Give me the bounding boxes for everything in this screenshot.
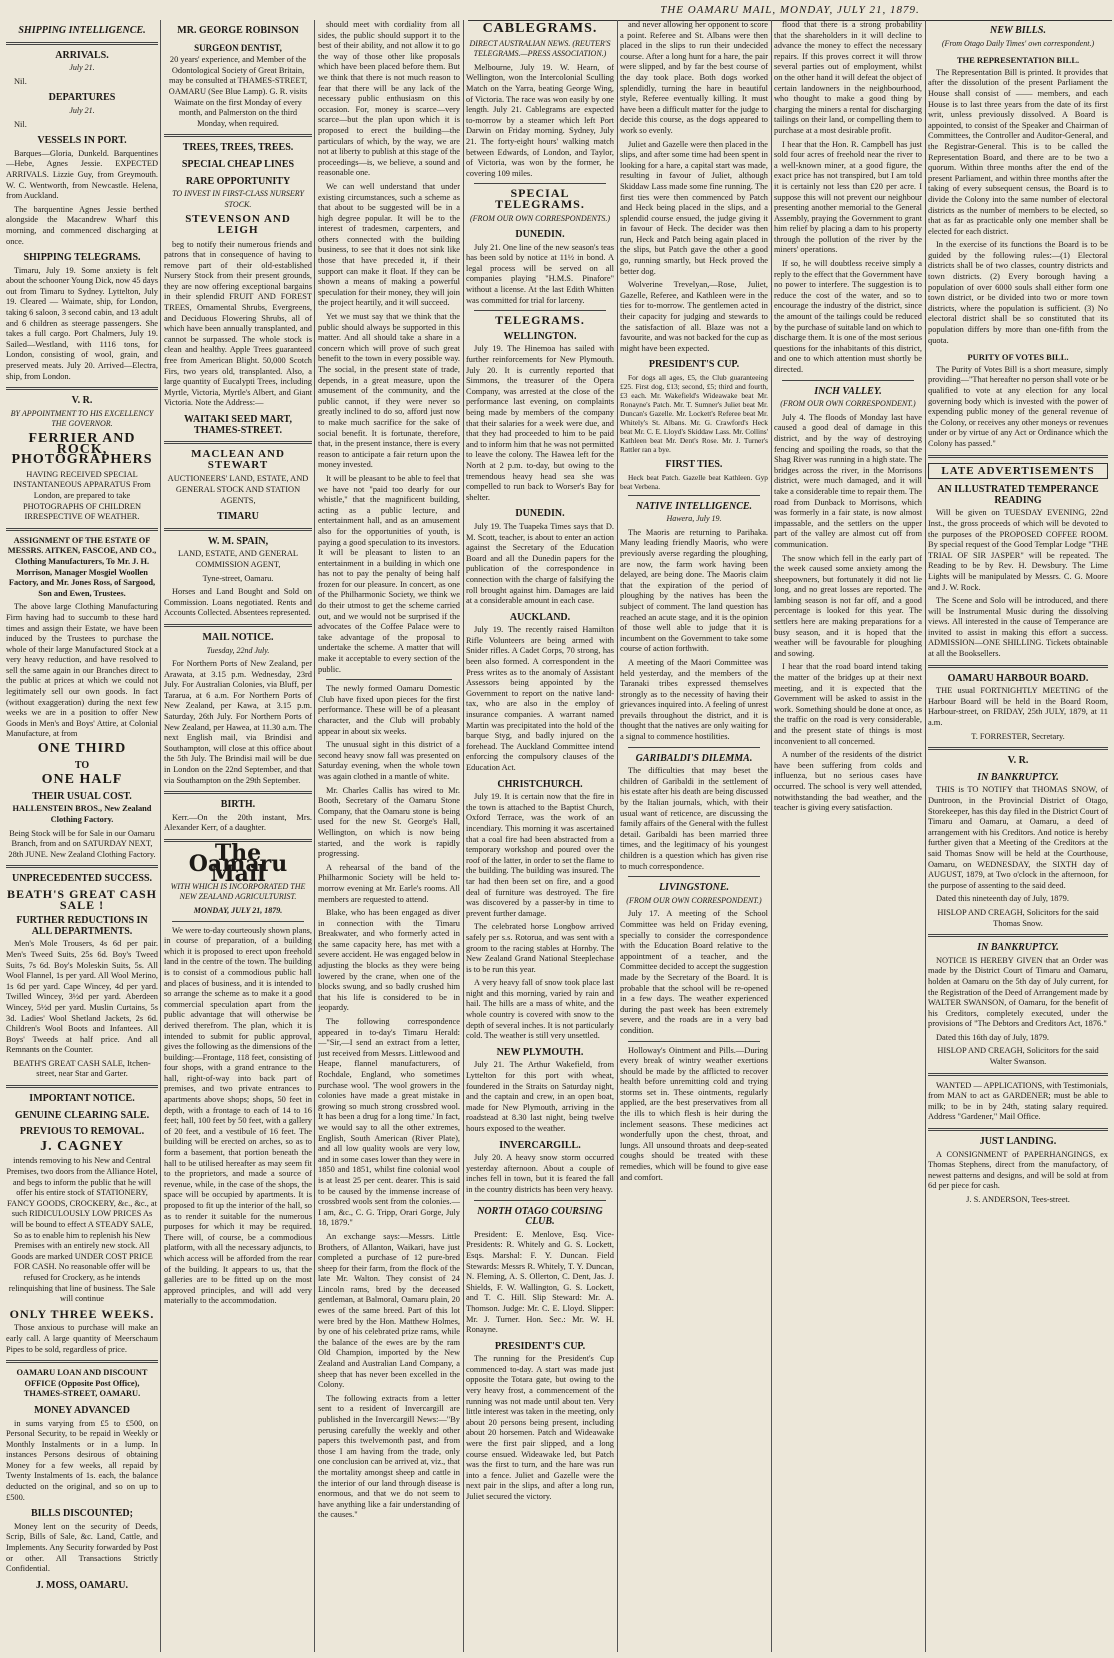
telegrams-heading: SHIPPING TELEGRAMS. xyxy=(23,252,141,264)
special-telegrams-sub: (FROM OUR OWN CORRESPONDENTS.) xyxy=(470,213,610,223)
divider xyxy=(6,42,158,45)
inch-valley-text-2: The snow which fell in the early part of the week caused some anxiety among the sheepowners, but fortunately it did not lie long, and no great losses are reported. The lambing season is not far off, and a good percentage is looked for this year. The settlers here are making preparations for a busy season, and it is hoped that the weather will be favourable for ploughing and sowing. xyxy=(774,553,922,658)
stakes-heading: PRESIDENT'S CUP. xyxy=(648,359,740,371)
spain-sub: LAND, ESTATE, AND GENERAL COMMISSION AGENT, xyxy=(177,549,299,569)
inch-valley-heading: INCH VALLEY. xyxy=(814,385,882,397)
invest-line: TO INVEST IN FIRST-CLASS NURSERY STOCK. xyxy=(172,189,304,209)
article-text: Juliet and Gazelle were then placed in the slips, and after some time had been spent in looking for a hare, a capital start was made, resulting in favour of Juliet, although Skiddaw Lass made some fine running. The first ties were then commenced by Patch and Heck being placed in the slips, and a splendid course ensued, the judge giving it in favour of Heck. The decider was then run, Heck and Patch being again placed in the slips, but Patch gave the other a good go, running smartly, but Heck proved the better dog. xyxy=(620,139,768,276)
bankruptcy-signature: HISLOP AND CREAGH, Solicitors for the said Thomas Snow. xyxy=(937,907,1099,928)
telegrams-heading: TELEGRAMS. xyxy=(495,313,585,328)
native-text: The Maoris are returning to Parihaka. Many leading friendly Maoris, who were previously averse regarding the ploughing, are now, the farm work having been delayed, are being done. The Maoris claim that the expiration of the period of ploughing by the natives has been the subject of comment. The land question has reached an acute stage, and it is the opinion of those well able to judge that it is incumbent on the Government to take some course of action forthwith. xyxy=(620,527,768,654)
livingstone-heading: LIVINGSTONE. xyxy=(658,882,730,894)
special-telegrams-heading: SPECIAL TELEGRAMS. xyxy=(495,186,585,211)
mail-text: For Northern Ports of New Zealand, per Arawata, at 3.15 p.m. Wednesday, 23rd July. For Australian Colonies, via Bluff, per Tararua, at 6 a.m. For Northern Ports of New Zealand, per Kawa, at 3.15 p.m. Saturday, 26th July. For Northern Ports of New Zealand, per Hawea, at 11.30 a.m. The next English mail, via Brindisi and Southampton, will close at this office about the 5th July. The Brindisi mail will be due in London on the 22nd September, and that via Southampton on the 29th September. xyxy=(164,659,312,785)
divider xyxy=(164,791,312,794)
one-half: ONE HALF xyxy=(41,772,123,788)
notice-heading: IMPORTANT NOTICE. xyxy=(29,1093,135,1105)
native-text-2: A meeting of the Maori Committee was held yesterday, and the members of the Taranaki tribes expressed themselves strongly as to the necessity of having their grievances inquired into. A feeling of unrest prevails throughout the district, and it is thought that the natives are only waiting for a signal to commence hostilities. xyxy=(620,657,768,742)
further-reductions: FURTHER REDUCTIONS IN ALL DEPARTMENTS. xyxy=(16,915,148,937)
trees-heading: TREES, TREES, TREES. xyxy=(182,142,294,154)
christchurch-text: July 19. It is certain now that the fire in the town is attached to the Baptist Church, Oxford Terrace, was the work of an incendiary. This morning it was ascertained that a coal fire had been abstracted from a temporary workshop and poured over the roof of the latter, in order to set the flame to the building. The building was insured. The tar had then been set on fire, and a good deal of furniture was destroyed. The fire was discovered by a passer-by in time to prevent further damage. xyxy=(466,792,614,918)
spain-heading: W. M. SPAIN, xyxy=(207,535,269,547)
divider xyxy=(6,387,158,390)
departures-heading: DEPARTURES xyxy=(48,92,116,104)
temperance-heading: AN ILLUSTRATED TEMPERANCE READING xyxy=(937,484,1099,506)
article-text: It will be pleasant to be able to feel that we have not "paid too dearly for our whistle," that the magnificent building, acting as a public lecture, and entertainment hall, and as an amusement also for the opportunities of youth, is paying a good speculation to its investors. It will be pleasant to listen to an entertainment in a building in which one has not to pay the penalty of being half frozen for our pleasure. In concert, as one of the Philharmonic Society, we think we do their utmost to get the scheme carried out, and we would not be surprised if the advocates of the Coffee Palace were to take advantage of the proposal to undertake the scheme. A matter that will make it acceptable to every section of the public. xyxy=(318,473,460,674)
divider xyxy=(164,134,312,137)
column-4 xyxy=(466,20,614,1652)
divider xyxy=(782,380,914,381)
divider xyxy=(928,1073,1108,1076)
assignment-heading: ASSIGNMENT OF THE ESTATE OF MESSRS. AITKEN, FASCOE, AND CO., Clothing Manufacturers, To Mr. J. H. Morrison, Manager Mosgiel Woollen Factory, and Mr. Jones Ross, of Sargood, Son and Ewen, Trustees. xyxy=(7,535,157,598)
inch-valley-text-4: A number of the residents of the district have been suffering from colds and influenza, but no serious cases have occurred. The school is very well attended, notwithstanding the bad weather, and the teacher is giving every satisfaction. xyxy=(774,750,922,813)
clearing-heading: GENUINE CLEARING SALE. xyxy=(14,1109,150,1121)
christchurch-heading: CHRISTCHURCH. xyxy=(497,778,583,790)
divider xyxy=(928,1128,1108,1131)
inch-valley-sub: (FROM OUR OWN CORRESPONDENT.) xyxy=(780,399,916,409)
article-text: I hear that the Hon. R. Campbell has just sold four acres of freehold near the river to a well-known miner, at a good figure, the exact price has not transpired, but I am told it is certainly not less than £20 per acre. I suppose this will not prevent our neighbour presenting another memorial to the General Assembly, praying the Government to grant him relief by placing a dam to his property through the pollution of the river by the miners' operations. xyxy=(774,139,922,255)
divider xyxy=(928,455,1108,458)
article-text: The following correspondence appeared in to-day's Timaru Herald:—"Sir,—I send an extract from a letter, just received from Messrs. Littlewood and Heape, flannel manufacturers, of Rochdale, England, who sometimes purchase wool. 'The wool growers in the colonies have made a great mistake in growing so much strong crossbred wool. It has been a drug for a long time.' In fact, we would say to all the other extremes, English, South American (River Plate), and all low quality wools are very low, and in some cases lower than they were in 1850 and 1851, whilst fine colonial wool is at least 25 per cent. dearer. This is said to be caused by the immense increase of crossbred wools sent from the colonies.—I am, &c., C. G. Tripp, Orari Gorge, July 18, 1879." xyxy=(318,1017,460,1228)
dunedin2-heading: DUNEDIN. xyxy=(515,508,565,520)
harbour-text: THE usual FORTNIGHTLY MEETING of the Harbour Board will be held in the Board Room, Harbour-street, on FRIDAY, 25th JULY, 1879, at 11 a.m. xyxy=(928,686,1108,728)
invercargill-heading: INVERCARGILL. xyxy=(499,1139,581,1151)
article-text: The following extracts from a letter sent to a resident of Invercargill are published in the Invercargill News:—"By perusing carefully the weekly and other papers this twelvemonth past, and from those I am having from the trade, only one conclusion can be arrived at, viz., that the mortality amongst sheep and cattle in the interior of our land through disease is enormous, and that we do not seem to have anything like a fair understanding of the causes." xyxy=(318,1393,460,1520)
ferrier-heading: FERRIER AND ROCK, PHOTOGRAPHERS xyxy=(11,431,153,468)
column-rule xyxy=(314,20,315,1652)
maclean-town: TIMARU xyxy=(217,511,259,523)
invercargill-text: July 20. A heavy snow storm occurred yesterday afternoon. About a couple of inches fell in town, but it is feared the fall in the country districts has been very heavy. xyxy=(466,1153,614,1194)
arrivals-date: July 21. xyxy=(69,63,95,73)
beath-signature: BEATH'S GREAT CASH SALE, Itchen-street, near Star and Garter. xyxy=(13,1058,151,1079)
livingstone-text: July 17. A meeting of the School Committee was held on Friday evening, specially to consider the correspondence with the Education Board relative to the appointment of a teacher, and the Committee decided to accept the suggestion made by the Secretary of the Board. It is probable that the school will be re-opened in a few days. The weather experienced during the past week has been extremely severe, and the roads are in a very bad condition. xyxy=(620,909,768,1035)
article-text: and never allowing her opponent to score a point. Referee and St. Albans were then placed in the slips to run their undecided course. After a long hunt for a hare, the pair were slipped, and by far the best course of the day took place. Both dogs worked splendidly, turning the hare in beautiful style, Referee eventually killing. It must have been a difficult matter for the judge to decide this course, as the dogs appeared to work so evenly. xyxy=(620,20,768,135)
weeks-text: Those anxious to purchase will make an early call. A large quantity of Meerschaum Pipes to be sold, regardless of price. xyxy=(6,1323,158,1354)
article-text: should meet with cordiality from all sides, the public should support it to the best of their ability, and not allow it to go the way of those other like proposals which have been placed before them. But we think that there is not much reason to fear that there will be any lack of the necessary public enthusiasm on this occasion. For, money is scarce—very scarce—but the plan upon which it is proposed to erect the building—the particulars of which, by the way, we are not at liberty to publish at this stage of the proceedings—is, we believe, a sound and reasonable one. xyxy=(318,20,460,178)
spain-address: Tyne-street, Oamaru. xyxy=(202,573,274,583)
bankruptcy2-signature: HISLOP AND CREAGH, Solicitors for the said Walter Swanson. xyxy=(937,1046,1099,1067)
vr-mark: V. R. xyxy=(71,395,93,407)
article-text: A rehearsal of the band of the Philharmonic Society will be held to-morrow evening at Mr. Earle's rooms. All members are requested to attend. xyxy=(318,862,460,904)
robinson-text: 20 years' experience, and Member of the Odontological Society of Great Britain, may be consulted at THAMES-STREET, OAMARU (See Blue Lamp). G. R. visits Waimate on the first Monday of every month, and Palmerston on the third Monday, when required. xyxy=(168,55,308,128)
running-head: THE OAMARU MAIL, MONDAY, JULY 21, 1879. xyxy=(660,4,920,16)
column-5 xyxy=(620,20,768,1652)
column-rule xyxy=(617,20,618,1652)
dentist-line: SURGEON DENTIST, xyxy=(194,42,282,53)
column-rule xyxy=(925,20,926,1652)
native-heading: NATIVE INTELLIGENCE. xyxy=(635,500,753,512)
harbour-heading: OAMARU HARBOUR BOARD. xyxy=(947,672,1089,684)
seed-mart: WAITAKI SEED MART, THAMES-STREET. xyxy=(184,414,292,436)
arrivals-heading: ARRIVALS. xyxy=(55,49,109,61)
bankruptcy2-heading: IN BANKRUPTCY. xyxy=(977,942,1059,954)
cup-text: The running for the President's Cup commenced to-day. A start was made just opposite the Totara gate, but owing to the very heavy frost, a commencement of the running was not made until about ten. Very little interest was taken in the meeting, only about 20 persons being present, including about 20 horsemen. Patch and Wideawake were the first pair slipped, and a long course ensued. Wideawake led, but Patch was the first to turn, and the hare was run into a fence. Juliet and Gazelle were the next pair in the slips, and after a long run, Juliet secured the victory. xyxy=(466,1354,614,1501)
divider xyxy=(164,624,312,627)
spain-text: Horses and Land Bought and Sold on Commission. Loans negotiated. Rents and Accounts Collected. Absentees represented. xyxy=(164,587,312,618)
inch-valley-text: July 4. The floods of Monday last have caused a good deal of damage in this district, and by the way of destroying fencing and spoiling the roads, so that the Shag River was running in a high state. The bridges across the river, in the Morrisons district, were much damaged, and it will take a considerable time to repair them. The road from Dunback to Morrisons, which was formerly in a fair state, is now almost impassable, and the settlers on the upper part of the valley are almost cut off from communication. xyxy=(774,412,922,549)
christchurch-text-2: The celebrated horse Longbow arrived safely per s.s. Rotorua, and was sent with a groom to the racing stables at Hornby. The New Zealand Grand National Steeplechase is to be run this year. xyxy=(466,922,614,974)
beath-heading: BEATH'S GREAT CASH SALE ! xyxy=(6,886,158,912)
auckland-text: July 19. The recently raised Hamilton Rifle Volunteers are being armed with Snider rifles. A Cadet Corps, 70 strong, has been also formed. A correspondent in the Press writes as to the anomaly of Assistant Assessors being appointed by the Government to report on the native land-tax, who are also in the employ of insurance companies. A warrant named Martin was precipitated into the hold of the barque Styg, and badly injured on the forehead. The Auckland Committee intend enforcing the compulsory clauses of the Education Act. xyxy=(466,625,614,772)
stevenson-text: beg to notify their numerous friends and patrons that in consequence of having to remove part of their old-established Nursery Stock from their present grounds, they are now offering exceptional bargains in their splendid FRUIT AND FOREST TREES, Ornamental Shrubs, Evergreens, and Deciduous Flowering Shrubs, all of which have been annually transplanted, and cannot be surpassed. The whole stock is clean and healthy. Apple Trees guaranteed free from American Blight. 50,000 Scotch Firs, two years old, transplanted. Also, a large quantity of Eucalypti Trees, including Myrtle, Victoria, Myrtle's Albert, and Giant Victoria. Note the Address:— xyxy=(164,239,312,408)
new-bills-heading: NEW BILLS. xyxy=(990,25,1046,36)
article-text: Wolverine Trevelyan,—Rose, Juliet, Gazelle, Referee, and Kathleen were in the ties for to-morrow. The gentlemen acted in their capacity for judging and stewards to the satisfaction of all. Blaze was not a favourite, and was not backed for the cup as might have been expected. xyxy=(620,280,768,353)
garibaldi-text: The difficulties that may beset the children of Garibaldi in the settlement of his estate after his death are being discussed by the Italian journals, which, with their usual want of reticence, are discussing the family affairs of the General with the fullest detail. Garibaldi has been married three times, and the legitimacy of his youngest children is a question which has given rise to much correspondence. xyxy=(620,766,768,871)
late-ads-heading: LATE ADVERTISEMENTS xyxy=(928,463,1108,480)
dunedin-heading: DUNEDIN. xyxy=(515,229,565,241)
divider xyxy=(928,934,1108,937)
wellington-heading: WELLINGTON. xyxy=(503,330,577,342)
bankruptcy2-text: NOTICE IS HEREBY GIVEN that an Order was made by the District Court of Timaru and Oamaru, holden at Oamaru on the 5th day of July current, for the Registration of the Deed of Arrangement made by WALTER SWANSON, of Oamaru, for the benefit of his Creditors, completely executed, under the provisions of "The Debtors and Creditors Act, 1876." xyxy=(928,955,1108,1029)
column-rule xyxy=(160,20,161,1652)
previous-heading: PREVIOUS TO REMOVAL. xyxy=(19,1126,145,1138)
column-rule xyxy=(771,20,772,1652)
divider xyxy=(6,528,158,531)
money-heading: MONEY ADVANCED xyxy=(34,1404,130,1416)
divider xyxy=(326,679,452,680)
divider xyxy=(164,528,312,531)
ties-heading: FIRST TIES. xyxy=(665,459,723,470)
cablegrams-heading: CABLEGRAMS. xyxy=(482,21,598,36)
cablegrams-sub: DIRECT AUSTRALIAN NEWS. (REUTER'S TELEGRAMS.—PRESS ASSOCIATION.) xyxy=(469,38,611,59)
livingstone-sub: (FROM OUR OWN CORRESPONDENT.) xyxy=(626,895,762,905)
cagney-text: intends removing to his New and Central Premises, two doors from the Alliance Hotel, and begs to inform the public that he will offer his entire stock of STATIONERY, FANCY GOODS, CROCKERY, &c., &c., at such RIDICULOUSLY LOW PRICES As will be bound to effect A STEADY SALE, So as to enable him to replenish his New Premises with an entirely new stock. All Goods are marked UNDER COST PRICE FOR CASH. No reasonable offer will be refused for Crockery, as he intends relinquishing that line of business. The Sale will continue xyxy=(6,1156,158,1304)
money-text: in sums varying from £5 to £500, on Personal Security, to be repaid in Weekly or Monthly Instalments or in a lump. In instances Persons desirous of obtaining Money for a few weeks, all repaid by Twenty Instalments of 1s. each, the balance deducted on the original, and so on up to £500. xyxy=(6,1418,158,1502)
column-rule xyxy=(463,20,464,1652)
wellington-text: July 19. The Hinemoa has sailed with further reinforcements for New Plymouth. July 20. It is currently reported that Simmons, the treasurer of the Opera Company, was arrested at the close of the performance last evening, on complaints being made by members of the company that their salaries for a week were due, and that they had proceeded to him to be paid and to inform him that he was not permitted to leave the colony. The Hawea left for the North at 2 p.m. to-day, but owing to the tremendous heavy head sea she was compelled to run back to Worser's Bay for shelter. xyxy=(466,344,614,502)
appointment-line: BY APPOINTMENT TO HIS EXCELLENCY THE GOVERNOR. xyxy=(10,408,154,429)
berth-text: The barquentine Agnes Jessie berthed alongside the Macandrew Wharf this morning, and commenced discharging at once. xyxy=(6,204,158,246)
departures-nil: Nil. xyxy=(14,119,27,129)
bankruptcy-date: Dated this nineteenth day of July, 1879. xyxy=(936,894,1069,904)
divider xyxy=(6,865,158,868)
bankruptcy2-date: Dated this 16th day of July, 1879. xyxy=(936,1032,1049,1042)
vessels-text: Barques—Gloria, Dunkeld. Barquentines—Hebe, Agnes Jessie. EXPECTED ARRIVALS. Lizzie Guy, from Greymouth. W. C. Wentworth, from Newcastle. Helena, from Auckland. xyxy=(6,148,158,201)
christchurch-text-3: A very heavy fall of snow took place last night and this morning, varied by rain and hail. The hills are a mass of white, and the whole country is covered with snow to the depth of several inches. It is not particularly cold. The weather is still very unsettled. xyxy=(466,978,614,1041)
vr-mark: V. R. xyxy=(1007,755,1029,767)
divider xyxy=(6,1360,158,1363)
landing-text: A CONSIGNMENT of PAPERHANGINGS, ex Thomas Stephens, direct from the manufactory, of newest patterns and designs, and will be sold at from 6d per piece for cash. xyxy=(928,1149,1108,1191)
paper-title: The Oamaru Mail xyxy=(188,840,288,888)
landing-heading: JUST LANDING. xyxy=(979,1136,1057,1148)
cablegrams-text: Melbourne, July 19. W. Hearn, of Wellington, won the Intercolonial Sculling Match on the Yarra, beating George Wing, of Victoria. The race was won easily by one length. July 21. Cablegrams are expected to-morrow by a steamer which left Port Darwin on Friday morning. Sydney, July 21. The forty-eight hours' walking match between Edwards, of London, and Taylor, of Victoria, was won by the former, he covering 109 miles. xyxy=(466,62,614,178)
shipping-heading: SHIPPING INTELLIGENCE. xyxy=(18,25,146,36)
divider xyxy=(474,310,606,311)
ferrier-text: HAVING RECEIVED SPECIAL INSTANTANEOUS APPARATUS From London, are prepared to take PHOTOGRAPHS OF CHILDREN IRRESPECTIVE OF WEATHER. xyxy=(13,469,151,522)
divider xyxy=(628,1041,760,1042)
birth-text: Kerr.—On the 20th instant, Mrs. Alexander Kerr, of a daughter. xyxy=(164,812,312,833)
one-third: ONE THIRD xyxy=(37,741,127,757)
garibaldi-heading: GARIBALDI'S DILEMMA. xyxy=(635,752,753,764)
divider xyxy=(474,183,606,184)
dunedin2-text: July 19. The Tuapeka Times says that D. M. Scott, teacher, is about to enter an action against the Secretary of the Education Board and all the Dunedin papers for the publication of the correspondence in connection with the charge of falsifying the roll brought against him. Damages are laid at a considerable amount in each case. xyxy=(466,521,614,606)
robinson-heading: MR. GEORGE ROBINSON xyxy=(177,25,299,36)
representation-heading: THE REPRESENTATION BILL. xyxy=(956,55,1080,66)
article-text: If so, he will doubtless receive simply a reply to the effect that the Government have no power to interfere. The suggestion is to reduce the cost of the water, and so to encourage the industry of the district, since the amount of the tailings could be reduced by the purchase of suitable land on which to discharge them. It is one of the most serious questions for the inhabitants of this district, and one to which attention must shortly be directed. xyxy=(774,259,922,374)
article-text: An exchange says:—Messrs. Little Brothers, of Allanton, Waikari, have just completed a purchase of 12 pure-bred sheep for their farm, from the flock of the late Mr. Walton. They consist of 24 Lincoln rams, bred by the deceased gentleman, at Balmoral, Oamaru plain, 20 ewes of the same breed. Part of this lot were bred by the Hon. Matthew Holmes, by one of his celebrated prize rams, while the balance of the ewes are by the ram Old Champion, imported by the New Zealand and Australian Land Company, a sheep that has never been excelled in the Colony. xyxy=(318,1231,460,1390)
divider xyxy=(928,747,1108,750)
stevenson-heading: STEVENSON AND LEIGH xyxy=(185,213,291,236)
beath-text: Men's Mole Trousers, 4s 6d per pair. Men's Tweed Suits, 25s 6d. Boy's Tweed Suits, 7s 6d. Boy's Moleskin Suits, 5s. All Wool Flannel, 1s per yard. All Wool Merino, 1s 6d per yard. Cape Wincey, 4d per yard. Twilled Wincey, 3½d per yard. Aberdeen Wincey, 5½d per yard. Muslin Curtains, 5s 3d. Ladies' Wool Shetland Jackets, 2s 6d. Children's Wool Boots and Infantees. All Boys' Tweeds at half price. And all Remnants on the Counter. xyxy=(6,939,158,1055)
column-2 xyxy=(164,20,312,1652)
column-7 xyxy=(928,20,1108,1652)
divider xyxy=(172,921,304,922)
article-text: We can well understand that under existing circumstances, such a scheme as that about to be suggested will be in a high degree popular. It will be to the interest of tradesmen, carpenters, and others connected with the building business, to see that it does not sink like those that have preceded it, if their support can make it float. If they can be shown a means of making a powerful speculation for their money, they will join the project heartily, and it will succeed. xyxy=(318,181,460,308)
article-text: Mr. Charles Callis has wired to Mr. Booth, Secretary of the Oamaru Stone Company, that the Oamaru stone is being used for the new St. George's Hall, Wellington, on which is now being started, and the work is rapidly progressing. xyxy=(318,785,460,859)
stakes-text: For dogs all ages, £5, the Club guaranteeing £25. First dog, £13; second, £5; third and fourth, £3 each. Mr. Wakefield's Wideawake beat Mr. Ronayne's Patch. Mr. T. Sumner's Juliet beat Mr. Duncan's Gazelle. Mr. Lockett's Referee beat Mr. Whitely's St. Albans. Mr. G. Crawford's Heck beat Mr. C. E. Lloyd's Skiddaw Lass. Mr. Collins' Kathleen beat Mr. Dent's Rose. Mr. J. Turner's Rattler ran a bye. xyxy=(620,373,768,454)
departures-date: July 21. xyxy=(69,105,95,115)
hallenstein-heading: HALLENSTEIN BROS., New Zealand Clothing Factory. xyxy=(12,804,152,824)
column-1 xyxy=(6,20,158,1652)
divider xyxy=(474,1200,606,1201)
inch-valley-text-3: I hear that the road board intend taking the matter of the bridges up at their next meeting, and it is expected that the Government will be asked to assist in the work. Something should be done at once, as the traffic on the road is very considerable, and the present state of things is most inconvenient to all concerned. xyxy=(774,662,922,746)
mail-date: Tuesday, 22nd July. xyxy=(206,645,270,655)
ties-text: Heck beat Patch. Gazelle beat Kathleen. Gyp beat Verbena. xyxy=(620,472,768,491)
auckland-heading: AUCKLAND. xyxy=(509,611,571,623)
paper-date: MONDAY, JULY 21, 1879. xyxy=(193,905,283,915)
dunedin-text: July 21. One line of the new season's teas has been sold by notice at 11½ in bond. A legal process will be served on all companies playing "H.M.S. Pinafore" without a license. At the last Edith Whitten was committed for trial for larceny. xyxy=(466,242,614,305)
moss-signature: J. MOSS, OAMARU. xyxy=(36,1579,128,1591)
newplymouth-heading: NEW PLYMOUTH. xyxy=(496,1046,584,1058)
to-word: TO xyxy=(74,759,90,771)
birth-heading: BIRTH. xyxy=(220,799,256,811)
telegrams-text: Timaru, July 19. Some anxiety is felt about the schooner Young Dick, now 45 days out from Timaru to Sydney. Lyttelton, July 19. Cleared — Waimate, ship, for London, taking 6 saloon, 3 second cabin, and 13 adult and 6 children as steerage passengers. She takes a full cargo. Port Chalmers, July 19. Sailed—Westland, with 1116 tons, for London, consisting of wool, grain, and preserved meats. July 20. Arrived—Electra, ship, from London. xyxy=(6,265,158,381)
holloway-text: Holloway's Ointment and Pills.—During every break of wintry weather exertions should be made by the afflicted to recover health before unremitting cold and trying storms set in. These ointments, regularly applied, are the best preservatives from all the ills to which flesh is heir during the inclement seasons. These medicines act wonderfully upon the chest, throat, and lungs. All unsound throats and deep-seated coughs should be treated with these remedies, which will be found to give ease and comfort. xyxy=(620,1045,768,1182)
newplymouth-text: July 21. The Arthur Wakefield, from Lyttelton for this port with wheat, foundered in the Straits on Saturday night, and the captain and crew, in an open boat, made for New Plymouth, arriving in the roadstead at 8.30 last night, being twelve hours exposed to the weather. xyxy=(466,1060,614,1133)
purity-heading: PURITY OF VOTES BILL. xyxy=(967,352,1069,363)
arrivals-nil: Nil. xyxy=(14,76,27,86)
mail-heading: MAIL NOTICE. xyxy=(202,631,274,643)
temperance-text: Will be given on TUESDAY EVENING, 22nd Inst., the gross proceeds of which will be devoted to the purposes of the PROPOSED COFFEE ROOM. By special request of the Good Templar Lodge "THE TRIAL OF SIR JASPER" will be repeated. The Reading to be by Rev. H. Dewsbury. The Lime Lights will be manipulated by Messrs. C. G. Moore and J. W. Rock. xyxy=(928,508,1108,592)
maclean-heading: MACLEAN AND STEWART xyxy=(191,448,285,471)
new-bills-sub: (From Otago Daily Times' own correspondent.) xyxy=(941,38,1095,48)
cagney-heading: J. CAGNEY xyxy=(40,1138,124,1154)
bills-heading: BILLS DISCOUNTED; xyxy=(31,1508,133,1520)
column-3 xyxy=(318,20,460,1652)
hallenstein-text: Being Stock will be for Sale in our Oamaru Branch, from and on SATURDAY NEXT, 28th JUNE. New Zealand Clothing Factory. xyxy=(8,828,156,859)
bankruptcy-heading: IN BANKRUPTCY. xyxy=(977,771,1059,783)
success-heading: UNPRECEDENTED SUCCESS. xyxy=(11,873,153,885)
divider xyxy=(928,665,1108,668)
harbour-signature: T. FORRESTER, Secretary. xyxy=(971,731,1065,741)
coursing-heading: NORTH OTAGO COURSING CLUB. xyxy=(477,1205,603,1228)
divider xyxy=(164,441,312,444)
divider xyxy=(628,747,760,748)
special-lines: SPECIAL CHEAP LINES xyxy=(181,158,295,170)
loan-heading: OAMARU LOAN AND DISCOUNT OFFICE (Opposite Post Office), THAMES-STREET, OAMARU. xyxy=(16,1368,148,1399)
maclean-sub: AUCTIONEERS' LAND, ESTATE, AND GENERAL STOCK AND STATION AGENTS, xyxy=(167,474,309,505)
assignment-text: The above large Clothing Manufacturing Firm having had to succumb to these hard times and assign their Estate, we have been induced by the Trustees to purchase the whole of their large Manufactured Stock at a very heavy reduction, and have resolved to sell the same again in our Branches direct to the public at prices at which we could not legitimately sell our own goods. In fact (without exaggeration) during the next few weeks we are in a position to offer New Goods in Men's and Boys' Attire, at Colonial Manufacture, at from xyxy=(6,602,158,739)
representation-text-2: In the exercise of its functions the Board is to be guided by the following rules:—(1) Electoral districts shall be of two classes, country districts and town districts. (2) Every borough having a population of over 6000 souls shall either form one town district, or be divided into two or more town districts, where the population is sufficient. (3) No electoral district shall be so constituted that its population differs by more than one-fifth from the quota. xyxy=(928,240,1108,345)
coursing-text: President: E. Menlove, Esq. Vice-Presidents: R. Whitely and G. S. Lockett, Esqs. Marshal: F. Y. Duncan. Field Stewards: Messrs R. Whitely, T. Y. Duncan, N. Fleming, A. S. Ollerton, C. Dent, Jas. J. Shields, F. W. Wallington, G. S. Lockett, and T. C. Hill. Slip Steward: Mr. A. Thomson. Judge: Mr. C. E. Lloyd. Slipper: Mr. J. Turner. Hon. Sec.: Mr. W. H. Ronayne. xyxy=(466,1229,614,1335)
bills-text: Money lent on the security of Deeds, Scrip, Bills of Sale, &c. Land, Cattle, and Implements. Any Security forwarded by Post or other. All Transactions Strictly Confidential. xyxy=(6,1521,158,1574)
representation-text: The Representation Bill is printed. It provides that after the dissolution of the present Parliament the House shall consist of —— members, and each House is to last three years from the date of its first writ, unless previously dissolved. A Board is appointed, to consist of the Speaker and Chairman of Committees, the Controller and Auditor-General, and the Registrar-General. This is to be called the Representation Board, and there are to be two a quorum. Within three months after the end of the present Parliament, and within three months after the taking of every subsequent census, the Board is to divide the Colony into the same number of electoral districts as the number of members to be elected, so that as far as practicable only one member shall be elected for each district. xyxy=(928,67,1108,236)
article-text: Yet we must say that we think that the public should always be supported in this matter. And all should take a share in a concern which will prove of such great benefit to the town in every possible way. The social, in the present state of trade, depends, in a great measure, upon the amusement of the community, and the public cannot, if they were never so greatly inclined to do so, afford just now to make much sacrifice for the sake of social benefit. It is fortunate, therefore, that, in the present instance, there is every reason to anticipate a fair return upon the money invested. xyxy=(318,312,460,470)
divider xyxy=(6,1085,158,1088)
article-text: Blake, who has been engaged as diver in connection with the Timaru Breakwater, and who formerly acted in the same capacity here, has met with a severe accident. He was engaged below in adjusting the blocks as they were being lowered by the crane, when one of the blocks swung, and so badly crushed him that his life is considered to be in jeopardy. xyxy=(318,908,460,1013)
anderson-signature: J. S. ANDERSON, Tees-street. xyxy=(966,1195,1070,1204)
temperance-text-2: The Scene and Solo will be introduced, and there will be Instrumental Music during the dissolving views. All interested in the cause of Temperance are invited to assist in making this effort a success. ADMISSION—ONE SHILLING. Tickets obtainable at all the Booksellers. xyxy=(928,596,1108,659)
divider xyxy=(628,495,760,496)
purity-text: The Purity of Votes Bill is a short measure, simply providing—"That hereafter no person shall vote or be qualified to vote at any election for any local governing body which is invested with the power of expending public money of the general revenue of the Colony, or receives any other moneys or revenues under or by virtue of any Act or Ordinance which the Colony has passed." xyxy=(928,364,1108,448)
article-text: The newly formed Oamaru Domestic Club have fixed upon pieces for the first performance. These will be of a pleasant character, and the Club will probably appear in about six weeks. xyxy=(318,684,460,736)
divider xyxy=(628,876,760,877)
rare-opportunity: RARE OPPORTUNITY xyxy=(185,175,291,187)
article-text: The unusual sight in this district of a second heavy snow fall was presented on Saturday evening, when the whole town was again clothed in a mantle of white. xyxy=(318,740,460,781)
vessels-heading: VESSELS IN PORT. xyxy=(37,135,127,147)
usual-cost: THEIR USUAL COST. xyxy=(32,790,132,802)
native-place: Hawera, July 19. xyxy=(666,514,722,524)
paper-subtitle: WITH WHICH IS INCORPORATED THE NEW ZEALAND AGRICULTURIST. xyxy=(170,881,306,902)
wanted-text: WANTED — APPLICATIONS, with Testimonials, from MAN to act as GARDENER; must be able to milk; to be in by 24th, stating salary required. Address "Gardener," Mail Office. xyxy=(928,1080,1108,1122)
column-6 xyxy=(774,20,922,1652)
article-text: flood that there is a strong probability that the shareholders in it will decline to advance the money to effect the necessary repairs. If this proves correct it will throw several parties out of employment, whilst on the other hand it will defeat the object of certain landowners in the neighbourhood, who thought to make a good thing by charging the miners a rental for discharging tailings on their land, or compelling them to purchase at a most desirable profit. xyxy=(774,20,922,135)
cup-heading: PRESIDENT'S CUP. xyxy=(494,1340,586,1352)
leader-text: We were to-day courteously shown plans, in course of preparation, of a building which it is proposed to erect upon freehold land in the centre of the town. The building is to consist of a commodious public hall and places of business, and it is intended to so arrange the scheme as to make it a good commercial speculation apart from the public advantage that will otherwise be derived therefrom. The plan, which it is intended to submit for public approval, gives the following as the dimensions of the building:—Frontage, 118 feet, consisting of four shops, with a grand entrance to the hall, right-of-way into back part of premises, and two private entrances to apartments above shops; shops, 50 feet in depth, with a frontage to each of 14 to 16 feet; hall, 100 feet by 50 feet, with a gallery of 20 feet, and a vestibule of 16 feet. The building will be erected on arches, so as to form a basement, that portion beneath the hall to be utilised hereafter as may seem fit to the proprietors, and made a source of revenue, while, in the case of the shops, the space will be occupied by apartments. It is proposed to fit up the interior of the hall, so as to render it suitable for the numerous purposes for which it may be required. There will, of course, be a commodious platform, with all the necessary adjuncts, to which access will be afforded from the rear of the building. It appears to us, that the galleries are to be fitted up on the most approved principles, and will add very materially to the accommodation. xyxy=(164,925,312,1306)
bankruptcy-text: THIS is TO NOTIFY that THOMAS SNOW, of Duntroon, in the Provincial District of Otago, Storekeeper, has this day filed in the District Court of Timaru and Oamaru, at Oamaru, a deed of arrangement with his Creditors. And notice is hereby further given that a Meeting of the Creditors at the said Thomas Snow will be held at the Courthouse, Oamaru, on WEDNESDAY, the SIXTH day of AUGUST, 1879, at Two o'clock in the afternoon, for the purpose of assenting to the said deed. xyxy=(928,785,1108,890)
weeks-heading: ONLY THREE WEEKS. xyxy=(9,1306,155,1321)
